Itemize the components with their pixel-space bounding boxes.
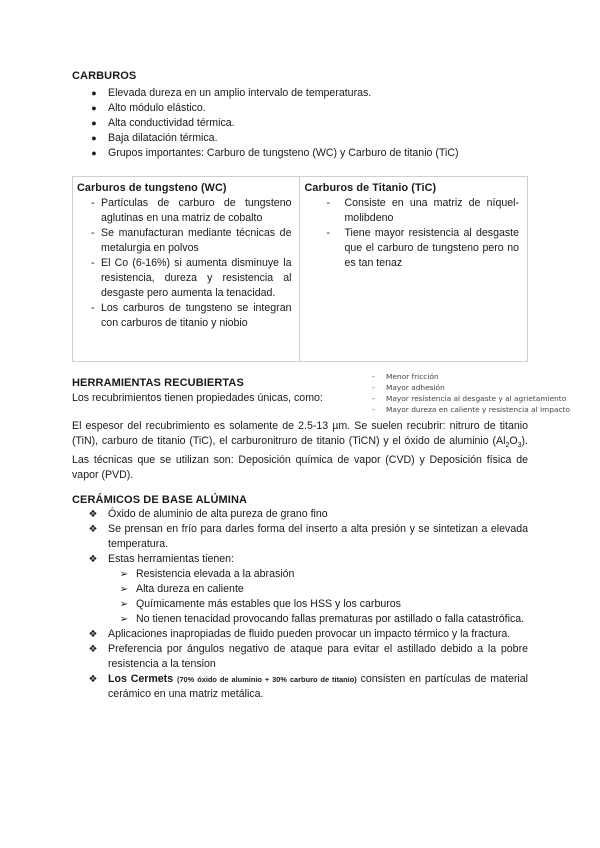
bullet-icon: ● bbox=[91, 118, 97, 128]
list-item-text: Baja dilatación térmica. bbox=[108, 132, 218, 144]
table-header-titanium: Carburos de Titanio (TiC) bbox=[304, 182, 437, 194]
sub-list-item-text: Alta dureza en caliente bbox=[136, 583, 244, 595]
list-item: - Mayor adhesión bbox=[372, 383, 445, 392]
list-item bbox=[88, 552, 528, 567]
formula-text: O bbox=[509, 435, 518, 447]
list-item bbox=[90, 131, 530, 146]
arrow-bullet-icon: ➢ bbox=[119, 569, 129, 580]
table-cell-titanium bbox=[300, 177, 528, 362]
table-list-item: - Tiene mayor resistencia al desgaste que el carburo de tungsteno pero no es tan tenaz bbox=[326, 227, 519, 269]
carbide-comparison-table bbox=[72, 176, 528, 362]
diamond-bullet-icon: ❖ bbox=[88, 629, 98, 640]
cermets-label: Los Cermets bbox=[108, 673, 174, 685]
list-item-text: Aplicaciones inapropiadas de fluido pueden provocar un impacto térmico y la fractura. bbox=[108, 628, 511, 640]
list-item-text: Mayor adhesión bbox=[386, 383, 445, 392]
coating-properties-list bbox=[372, 371, 592, 415]
sub-list-item bbox=[88, 582, 528, 597]
diamond-bullet-icon: ❖ bbox=[88, 554, 98, 565]
ceramicos-heading: CERÁMICOS DE BASE ALÚMINA bbox=[72, 494, 248, 506]
table-list-item: - Consiste en una matriz de níquel-molibdeno bbox=[326, 197, 519, 224]
list-item: - Menor fricción bbox=[372, 372, 439, 381]
subscript: 2 bbox=[505, 442, 510, 450]
table-header-tungsten: Carburos de tungsteno (WC) bbox=[77, 182, 227, 194]
diamond-bullet-icon: ❖ bbox=[88, 509, 98, 520]
bullet-icon: ● bbox=[91, 133, 97, 143]
list-item-text: Óxido de aluminio de alta pureza de grano fino bbox=[108, 508, 328, 520]
list-item-text: Mayor resistencia al desgaste y al agrietamiento bbox=[386, 394, 567, 403]
sub-list-item bbox=[88, 567, 528, 582]
sub-list-item-text: No tienen tenacidad provocando fallas prematuras por astillado o falla catastrófica. bbox=[136, 613, 525, 625]
list-item bbox=[90, 116, 530, 131]
recubiertas-intro: Los recubrimientos tienen propiedades únicas, como: bbox=[72, 392, 323, 404]
sub-list-item bbox=[88, 612, 528, 627]
list-item bbox=[88, 627, 528, 642]
ceramicos-list bbox=[88, 507, 528, 702]
list-item-text: Elevada dureza en un amplio intervalo de temperaturas. bbox=[108, 87, 372, 99]
sub-list-item bbox=[88, 597, 528, 612]
list-item bbox=[88, 642, 528, 672]
list-item-text: Estas herramientas tienen: bbox=[108, 553, 235, 565]
list-item-text: consisten en partículas de material cerámico en una matriz metálica. bbox=[108, 673, 528, 700]
list-item bbox=[90, 146, 530, 161]
list-item-cermets bbox=[88, 672, 528, 702]
table-cell-tungsten bbox=[73, 177, 300, 362]
recubiertas-paragraph bbox=[72, 419, 528, 483]
table-list-item-text: Se manufacturan mediante técnicas de metalurgia en polvos bbox=[101, 227, 292, 254]
bullet-icon: ● bbox=[91, 103, 97, 113]
list-item bbox=[88, 507, 528, 522]
sub-list-item-text: Resistencia elevada a la abrasión bbox=[136, 568, 295, 580]
list-item-text: Grupos importantes: Carburo de tungsteno (WC) y Carburo de titanio (TiC) bbox=[108, 147, 459, 159]
table-list-item-text: Partículas de carburo de tungsteno aglutinas en una matriz de cobalto bbox=[101, 197, 292, 224]
arrow-bullet-icon: ➢ bbox=[119, 614, 129, 625]
paragraph-text: ). Las técnicas que se utilizan son: Deposición química de vapor (CVD) y Deposición física de vapor (PVD). bbox=[72, 435, 528, 482]
subscript: 3 bbox=[517, 442, 522, 450]
table-list-item-text: Consiste en una matriz de níquel-molibdeno bbox=[344, 197, 519, 224]
paragraph-text: El espesor del recubrimiento es solamente de 2.5-13 µm. Se suelen recubrir: nitruro de titanio (TiN), carburo de titanio (TiC), el carburonitruro de titanio (TiCN) y el óxido de aluminio (Al bbox=[72, 420, 528, 447]
carburos-heading: CARBUROS bbox=[72, 70, 137, 82]
diamond-bullet-icon: ❖ bbox=[88, 644, 98, 655]
list-item-text: Menor fricción bbox=[386, 372, 439, 381]
recubiertas-heading: HERRAMIENTAS RECUBIERTAS bbox=[72, 377, 244, 389]
bullet-icon: ● bbox=[91, 88, 97, 98]
diamond-bullet-icon: ❖ bbox=[88, 674, 98, 685]
diamond-bullet-icon: ❖ bbox=[88, 524, 98, 535]
table-list-item-text: El Co (6-16%) si aumenta disminuye la resistencia, dureza y resistencia al desgaste pero aumenta la tenacidad. bbox=[101, 257, 292, 299]
sub-list-item-text: Químicamente más estables que los HSS y los carburos bbox=[136, 598, 401, 610]
list-item: - Mayor resistencia al desgaste y al agrietamiento bbox=[372, 394, 567, 403]
table-list-item: - Los carburos de tungsteno se integran con carburos de titanio y niobio bbox=[91, 302, 292, 329]
arrow-bullet-icon: ➢ bbox=[119, 584, 129, 595]
arrow-bullet-icon: ➢ bbox=[119, 599, 129, 610]
bullet-icon: ● bbox=[91, 148, 97, 158]
carburos-bullet-list bbox=[90, 86, 530, 161]
list-item-text: Alto módulo elástico. bbox=[108, 102, 206, 114]
table-list-item-text: Tiene mayor resistencia al desgaste que el carburo de tungsteno pero no es tan tenaz bbox=[344, 227, 519, 269]
table-list-item: - Se manufacturan mediante técnicas de metalurgia en polvos bbox=[91, 227, 292, 254]
table-list-item: - Partículas de carburo de tungsteno aglutinas en una matriz de cobalto bbox=[91, 197, 292, 224]
list-item: - Mayor dureza en caliente y resistencia al impacto bbox=[372, 405, 570, 414]
list-item-text: Alta conductividad térmica. bbox=[108, 117, 235, 129]
list-item-text: Preferencia por ángulos negativo de ataque para evitar el astillado debido a la pobre resistencia a la tension bbox=[108, 643, 528, 670]
list-item-text: Mayor dureza en caliente y resistencia al impacto bbox=[386, 405, 570, 414]
cermets-composition-note: (70% óxido de aluminio + 30% carburo de titanio) bbox=[176, 675, 357, 684]
list-item-text: Se prensan en frío para darles forma del inserto a alta presión y se sintetizan a elevada temperatura. bbox=[108, 523, 528, 550]
table-list-item: - El Co (6-16%) si aumenta disminuye la resistencia, dureza y resistencia al desgaste pero aumenta la tenacidad. bbox=[91, 257, 292, 299]
list-item bbox=[88, 522, 528, 552]
list-item bbox=[90, 101, 530, 116]
list-item bbox=[90, 86, 530, 101]
table-list-item-text: Los carburos de tungsteno se integran con carburos de titanio y niobio bbox=[101, 302, 292, 329]
